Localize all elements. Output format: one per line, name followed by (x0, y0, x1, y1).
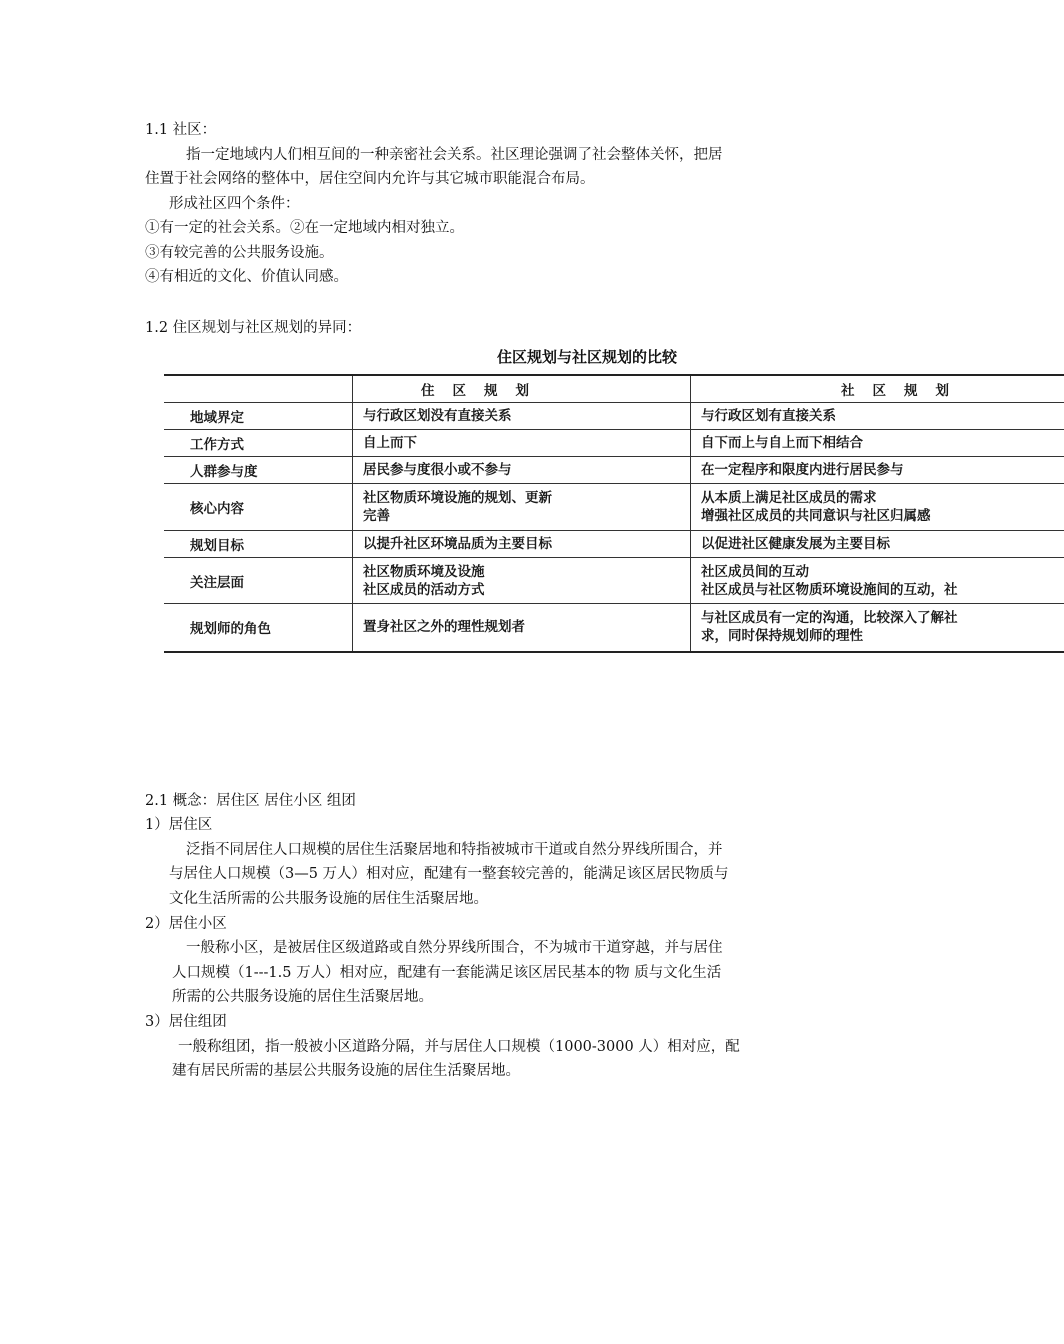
residential-cell: 与行政区划没有直接关系 (353, 403, 691, 430)
row-label: 规划师的角色 (164, 604, 353, 652)
community-definition-line-2: 住置于社会网络的整体中，居住空间内允许与其它城市职能混合布局。 (145, 171, 595, 187)
table-title: 住区规划与社区规划的比较 (497, 348, 678, 366)
row-label: 规划目标 (164, 531, 353, 558)
item-2-line-1: 一般称小区，是被居住区级道路或自然分界线所围合，不为城市干道穿越，并与居住 (186, 940, 723, 956)
residential-cell: 居民参与度很小或不参与 (353, 457, 691, 484)
community-cell: 从本质上满足社区成员的需求 增强社区成员的共同意识与社区归属感 (691, 484, 1064, 531)
community-cell: 与行政区划有直接关系 (691, 403, 1064, 430)
row-label: 人群参与度 (164, 457, 353, 484)
item-2-title: 2）居住小区 (145, 916, 227, 932)
item-1-line-1: 泛指不同居住人口规模的居住生活聚居地和特指被城市干道或自然分界线所围合，并 (186, 842, 723, 858)
community-cell: 自下而上与自上而下相结合 (691, 430, 1064, 457)
row-label: 工作方式 (164, 430, 353, 457)
condition-4: ④有相近的文化、价值认同感。 (145, 269, 348, 285)
heading-2-1: 2.1 概念：居住区 居住小区 组团 (145, 793, 356, 809)
row-label: 核心内容 (164, 484, 353, 531)
table-row (164, 457, 1064, 484)
conditions-title: 形成社区四个条件： (169, 196, 300, 212)
item-3-line-1: 一般称组团，指一般被小区道路分隔，并与居住人口规模（1000-3000 人）相对应，配 (178, 1039, 740, 1055)
table-row (164, 558, 1064, 604)
item-3-line-2: 建有居民所需的基层公共服务设施的居住生活聚居地。 (172, 1063, 520, 1079)
community-definition-line-1: 指一定地域内人们相互间的一种亲密社会关系。社区理论强调了社会整体关怀，把居 (186, 147, 723, 163)
community-cell: 以促进社区健康发展为主要目标 (691, 531, 1064, 558)
table-row (164, 430, 1064, 457)
item-1-title: 1）居住区 (145, 817, 213, 833)
row-label: 地域界定 (164, 403, 353, 430)
table-header-empty (164, 375, 353, 403)
comparison-table (164, 374, 967, 652)
table-header-residential: 住区规划 (353, 375, 691, 403)
community-cell: 与社区成员有一定的沟通，比较深入了解社 求，同时保持规划师的理性 (691, 604, 1064, 652)
table-row (164, 484, 1064, 531)
table-row (164, 531, 1064, 558)
item-2-line-3: 所需的公共服务设施的居住生活聚居地。 (172, 989, 433, 1005)
item-3-title: 3）居住组团 (145, 1014, 227, 1030)
table-row (164, 403, 1064, 430)
table-header-community: 社区规划 (691, 375, 1064, 403)
residential-cell: 社区物质环境设施的规划、更新 完善 (353, 484, 691, 531)
row-label: 关注层面 (164, 558, 353, 604)
table-row (164, 604, 1064, 652)
residential-cell: 以提升社区环境品质为主要目标 (353, 531, 691, 558)
community-cell: 在一定程序和限度内进行居民参与 (691, 457, 1064, 484)
residential-cell: 自上而下 (353, 430, 691, 457)
item-2-line-2: 人口规模（1---1.5 万人）相对应，配建有一套能满足该区居民基本的物 质与文化生活 (172, 965, 722, 981)
heading-1-2: 1.2 住区规划与社区规划的异同： (145, 320, 362, 336)
residential-cell: 置身社区之外的理性规划者 (353, 604, 691, 652)
heading-1-1: 1.1 社区： (145, 122, 217, 138)
item-1-line-3: 文化生活所需的公共服务设施的居住生活聚居地。 (169, 891, 488, 907)
community-cell: 社区成员间的互动 社区成员与社区物质环境设施间的互动，社 (691, 558, 1064, 604)
condition-3: ③有较完善的公共服务设施。 (145, 245, 334, 261)
item-1-line-2: 与居住人口规模（3—5 万人）相对应，配建有一整套较完善的，能满足该区居民物质与 (169, 866, 729, 882)
condition-1-2: ①有一定的社会关系。②在一定地域内相对独立。 (145, 220, 464, 236)
residential-cell: 社区物质环境及设施 社区成员的活动方式 (353, 558, 691, 604)
